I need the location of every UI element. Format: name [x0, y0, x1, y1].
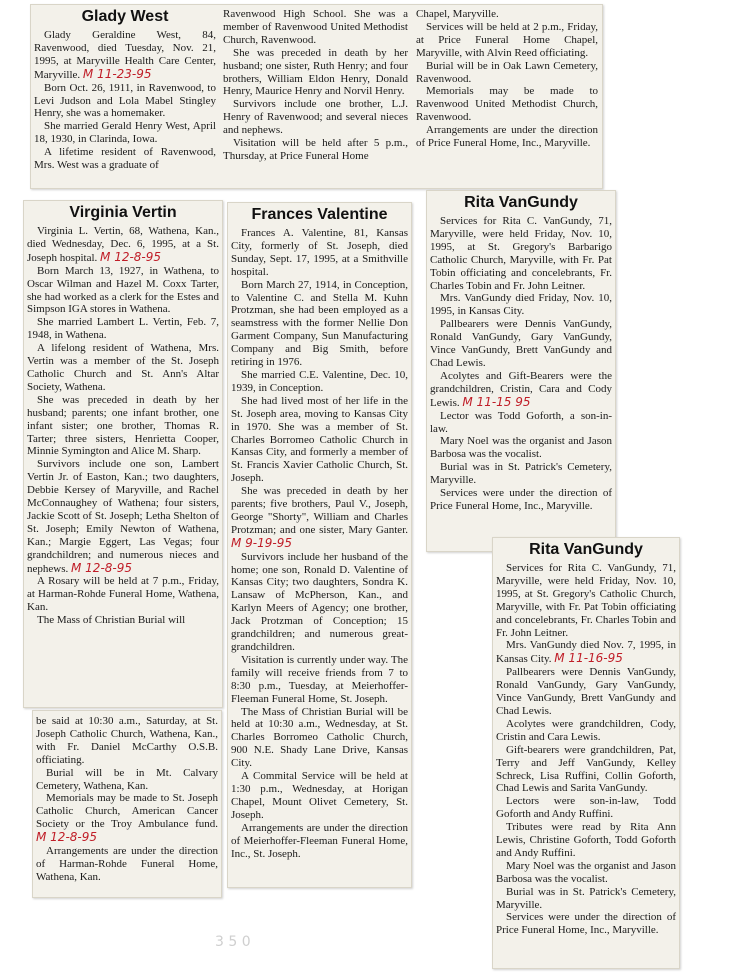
- paragraph-text: Arrangements are under the direction of Price Funeral Home, Inc., Maryville.: [416, 124, 598, 150]
- paragraph: [416, 85, 598, 124]
- handwritten-date: M 9-19-95: [231, 535, 293, 550]
- handwritten-date: M 11-23-95: [82, 66, 152, 81]
- paragraph-text: A Rosary will be held at 7 p.m., Friday, at Harman-Rohde Funeral Home, Wathena, Kan.: [27, 575, 219, 614]
- paragraph: [223, 8, 408, 47]
- paragraph-text: Mary Noel was the organist and Jason Barbosa was the vocalist.: [496, 859, 676, 885]
- paragraph: [416, 21, 598, 60]
- paragraph: [27, 265, 219, 317]
- paragraph: [496, 562, 676, 639]
- paragraph-text: Survivors include her husband of the home; one son, Ronald D. Valentine of Kansas City; two daughters, Sondra K. Lansaw of McPherson, Kan., and Karlyn Meers of Agency; one brother, Jack Protzman of Conception; 15 grandchildren; and numerous great-grandchildren.: [231, 550, 408, 653]
- paragraph: [34, 82, 216, 121]
- paragraph: [496, 821, 676, 860]
- frances-headline: Frances Valentine: [251, 206, 388, 223]
- paragraph-text: A Commital Service will be held at 1:30 p.m., Wednesday, at Horigan Chapel, Mount Olivet Cemetery, St. Joseph.: [231, 770, 408, 821]
- paragraph-text: Arrangements are under the direction of Meierhoffer-Fleeman Funeral Home, Inc., St. Joseph.: [231, 821, 408, 860]
- paragraph: [231, 770, 408, 822]
- paragraph-text: The Mass of Christian Burial will be held at 10:30 a.m., Wednesday, at St. Charles Borromeo Catholic Church, 900 N.E. Shady Lane Drive, Kansas City.: [231, 705, 408, 770]
- paragraph: [430, 435, 612, 461]
- handwritten-date: M 11-16-95: [554, 651, 623, 666]
- virginia-vertin-continuation: [32, 710, 222, 898]
- paragraph-text: A lifelong resident of Wathena, Mrs. Vertin was a member of the St. Joseph Catholic Church and St. Ann's Altar Society, Wathena.: [27, 342, 219, 393]
- paragraph-text: Mary Noel was the organist and Jason Barbosa was the vocalist.: [430, 435, 612, 461]
- paragraph: [430, 461, 612, 487]
- paragraph: [27, 316, 219, 342]
- paragraph: [36, 767, 218, 793]
- paragraph-text: She was preceded in death by her husband; parents; one infant brother, one infant sister; one brother, Thomas R. Tarter; three sisters, Henrietta Cooper, Minnie Symington and Alice M. Sharp.: [27, 393, 219, 458]
- paragraph: [231, 485, 408, 551]
- paragraph-text: She had lived most of her life in the St. Joseph area, moving to Kansas City in 1970. She was a member of St. Charles Borromeo Catholic Church in Kansas City, and formerly a member of St. Francis Xavier Catholic Church, St. Joseph.: [231, 394, 408, 485]
- frances-valentine-clipping: [227, 202, 412, 888]
- paragraph-text: A lifetime resident of Ravenwood, Mrs. West was a graduate of: [34, 146, 216, 172]
- virginia-text-top: [27, 225, 219, 627]
- paragraph-text: Burial will be in Oak Lawn Cemetery, Ravenwood.: [416, 59, 598, 85]
- paragraph: [231, 706, 408, 771]
- gladys-headline: Glady West: [81, 8, 169, 25]
- paragraph: [36, 715, 218, 767]
- paragraph-text: Arrangements are under the direction of Harman-Rohde Funeral Home, Wathena, Kan.: [36, 845, 218, 883]
- paragraph: [34, 120, 216, 146]
- paragraph-text: Survivors include one son, Lambert Vertin Jr. of Easton, Kan.; two daughters, Debbie Kersey of Maryville, and Rachel McConnaughey of Wathena; four sisters, Jackie Scott of St. Joseph; Letha Shelton of St. Joseph; Emily Newton of Wathena, Kan.; Margie Eggert, Las Vegas; four grandchildren; and numerous nieces and nephews.: [27, 458, 219, 575]
- paragraph-text: She married C.E. Valentine, Dec. 10, 1939, in Conception.: [231, 368, 408, 394]
- rita-vangundy-clipping-1: [426, 190, 616, 552]
- paragraph-text: Services were under the direction of Price Funeral Home, Inc., Maryville.: [496, 911, 676, 937]
- paragraph: [231, 227, 408, 279]
- paragraph-text: She was preceded in death by her husband; one sister, Ruth Henry; and four brothers, William Eldon Henry, Donald Henry, Maurice Henry and Norvil Henry.: [223, 46, 408, 98]
- paragraph-text: Virginia L. Vertin, 68, Wathena, Kan., died Wednesday, Dec. 6, 1995, at a St. Joseph hospital.: [27, 225, 219, 264]
- paragraph: [496, 744, 676, 796]
- paragraph: [231, 395, 408, 485]
- paragraph: [27, 225, 219, 265]
- rita-vangundy-clipping-2: [492, 537, 680, 969]
- paragraph: [36, 845, 218, 884]
- paragraph-text: Born March 27, 1914, in Conception, to Valentine C. and Stella M. Kuhn Protzman, she had been employed as a seamstress with the former Nellie Don Garment Company, Sun Manufacturing Company and Big Smith, before retiring in 1976.: [231, 278, 408, 369]
- paragraph-text: Visitation is currently under way. The family will receive friends from 7 to 8:30 p.m., Tuesday, at Meierhoffer-Fleeman Funeral Home, St. Joseph.: [231, 653, 408, 705]
- paragraph-text: Lector was Todd Goforth, a son-in-law.: [430, 409, 612, 435]
- paragraph-text: Born March 13, 1927, in Wathena, to Oscar Wilman and Hazel M. Coxx Tarter, she had worked as a clerk for the Estes and Simpson IGA stores in Wathena.: [27, 264, 219, 316]
- rita-1-headline: Rita VanGundy: [464, 194, 578, 211]
- paragraph: [27, 394, 219, 459]
- paragraph-text: Services were under the direction of Price Funeral Home, Inc., Maryville.: [430, 487, 612, 512]
- paragraph-text: Lectors were son-in-law, Todd Goforth and Andy Ruffini.: [496, 795, 676, 821]
- paragraph-text: Acolytes and Gift-Bearers were the grandchildren, Cristin, Cara and Cody Lewis.: [430, 369, 612, 409]
- paragraph: [27, 458, 219, 575]
- gladys-west-clipping: [30, 4, 603, 189]
- paragraph-text: Services will be held at 2 p.m., Friday, at Price Funeral Home Chapel, Maryville, with Alvin Reed officiating.: [416, 20, 598, 59]
- paragraph-text: Memorials may be made to St. Joseph Catholic Church, American Cancer Society or the Troy Ambulance fund.: [36, 792, 218, 831]
- paragraph-text: Pallbearers were Dennis VanGundy, Ronald VanGundy, Gary VanGundy, Vince VanGundy, Brett VanGundy and Chad Lewis.: [430, 318, 612, 369]
- paragraph: [231, 551, 408, 654]
- paragraph-text: Survivors include one brother, L.J. Henry of Ravenwood; and several nieces and nephews.: [223, 98, 408, 137]
- paragraph: [496, 795, 676, 821]
- paragraph: [496, 666, 676, 718]
- paragraph: [430, 215, 612, 292]
- paragraph-text: Born Oct. 26, 1911, in Ravenwood, to Levi Judson and Lola Mabel Stingley Henry, she was a homemaker.: [34, 81, 216, 120]
- virginia-headline: Virginia Vertin: [69, 204, 177, 221]
- paragraph-text: Burial was in St. Patrick's Cemetery, Maryville.: [430, 461, 612, 487]
- paragraph-text: Glady Geraldine West, 84, Ravenwood, died Tuesday, Nov. 21, 1995, at Maryville Health Care Center, Maryville.: [34, 29, 216, 81]
- paragraph: [416, 8, 598, 21]
- handwritten-date: M 12-8-95: [100, 249, 162, 264]
- paragraph-text: Acolytes were grandchildren, Cody, Cristin and Cara Lewis.: [496, 717, 676, 743]
- paragraph: [496, 639, 676, 666]
- paragraph: [430, 318, 612, 370]
- paragraph: [430, 370, 612, 410]
- paragraph-text: Services for Rita C. VanGundy, 71, Maryville, were held Friday, Nov. 10, 1995, at St. Gregory's Barbarigo Catholic Church, Maryville, with Fr. Pat Tobin officiating and concelebrants, Fr. Charles Tobin and Fr. John Leitner.: [430, 215, 612, 292]
- paragraph: [36, 792, 218, 845]
- paragraph: [231, 369, 408, 395]
- paragraph-text: Tributes were read by Rita Ann Lewis, Christine Goforth, Todd Goforth and Andy Ruffini.: [496, 821, 676, 859]
- paragraph-text: Burial will be in Mt. Calvary Cemetery, Wathena, Kan.: [36, 766, 218, 792]
- paragraph: [496, 860, 676, 886]
- paragraph-text: Mrs. VanGundy died Nov. 7, 1995, in Kansas City.: [496, 639, 676, 666]
- handwritten-date: M 12-8-95: [71, 560, 133, 575]
- rita-1-text: [430, 215, 612, 513]
- paragraph-text: She married Gerald Henry West, April 18, 1930, in Clarinda, Iowa.: [34, 120, 216, 146]
- paragraph: [496, 718, 676, 744]
- pencil-mark: 3 5 0: [215, 934, 251, 950]
- paragraph-text: She married Lambert L. Vertin, Feb. 7, 1948, in Wathena.: [27, 316, 219, 342]
- paragraph: [496, 886, 676, 912]
- rita-2-text: [496, 562, 676, 937]
- paragraph: [34, 146, 216, 172]
- gladys-col-3: [416, 8, 598, 150]
- paragraph-text: The Mass of Christian Burial will: [37, 614, 186, 627]
- gladys-col-2-text: [223, 8, 408, 163]
- paragraph: [430, 487, 612, 513]
- paragraph-text: Burial was in St. Patrick's Cemetery, Maryville.: [496, 885, 676, 911]
- paragraph-text: Mrs. VanGundy died Friday, Nov. 10, 1995, in Kansas City.: [430, 292, 612, 318]
- paragraph-text: Frances A. Valentine, 81, Kansas City, formerly of St. Joseph, died Sunday, Sept. 17, 1995, at a Smithville hospital.: [231, 227, 408, 278]
- paragraph-text: Ravenwood High School. She was a member of Ravenwood United Methodist Church, Ravenwood.: [223, 8, 408, 46]
- paragraph: [223, 137, 408, 163]
- paragraph: [27, 342, 219, 394]
- paragraph-text: Gift-bearers were grandchildren, Pat, Terry and Jeff VanGundy, Kelley Schreck, Lisa Ruffini, Collin Goforth, Chad Lewis and Sarita VanGundy.: [496, 743, 676, 795]
- gladys-col-1: [34, 6, 216, 172]
- paragraph-text: be said at 10:30 a.m., Saturday, at St. Joseph Catholic Church, Wathena, Kan., with Fr. Daniel McCarthy O.S.B. officiating.: [36, 715, 218, 766]
- paragraph-text: Visitation will be held after 5 p.m., Thursday, at Price Funeral Home: [223, 137, 408, 162]
- paragraph: [496, 911, 676, 937]
- paragraph: [231, 822, 408, 861]
- frances-text: [231, 227, 408, 860]
- handwritten-date: M 11-15 95: [462, 394, 531, 409]
- paragraph-text: Memorials may be made to Ravenwood United Methodist Church, Ravenwood.: [416, 85, 598, 124]
- virginia-vertin-clipping: [23, 200, 223, 708]
- paragraph: [27, 614, 219, 627]
- gladys-col-1-text: [34, 29, 216, 172]
- paragraph-text: She was preceded in death by her parents; five brothers, Paul V., Joseph, George "Shorty", William and Charles Protzman; and one sister, Mary Ganter.: [231, 485, 408, 536]
- paragraph: [231, 654, 408, 706]
- virginia-text-bottom: [36, 715, 218, 884]
- paragraph: [416, 124, 598, 150]
- gladys-col-3-text: [416, 8, 598, 150]
- paragraph-text: Services for Rita C. VanGundy, 71, Maryville, were held Friday, Nov. 10, 1995, at St. Gregory's Catholic Church, Maryville, with Fr. Pat Tobin officiating and concelebrants, Fr. Charles Tobin and Fr. John Leitner.: [496, 562, 676, 639]
- paragraph: [430, 292, 612, 318]
- paragraph: [27, 575, 219, 614]
- paragraph-text: Pallbearers were Dennis VanGundy, Ronald VanGundy, Gary VanGundy, Vince VanGundy, Brett VanGundy and Chad Lewis.: [496, 666, 676, 717]
- handwritten-date: M 12-8-95: [36, 830, 98, 845]
- paragraph: [430, 410, 612, 436]
- paragraph: [223, 47, 408, 99]
- rita-2-headline: Rita VanGundy: [529, 541, 643, 558]
- paragraph: [231, 279, 408, 369]
- gladys-col-2: [223, 8, 408, 163]
- paragraph-text: Chapel, Maryville.: [416, 8, 499, 20]
- paragraph: [34, 29, 216, 82]
- paragraph: [416, 60, 598, 86]
- paragraph: [223, 98, 408, 137]
